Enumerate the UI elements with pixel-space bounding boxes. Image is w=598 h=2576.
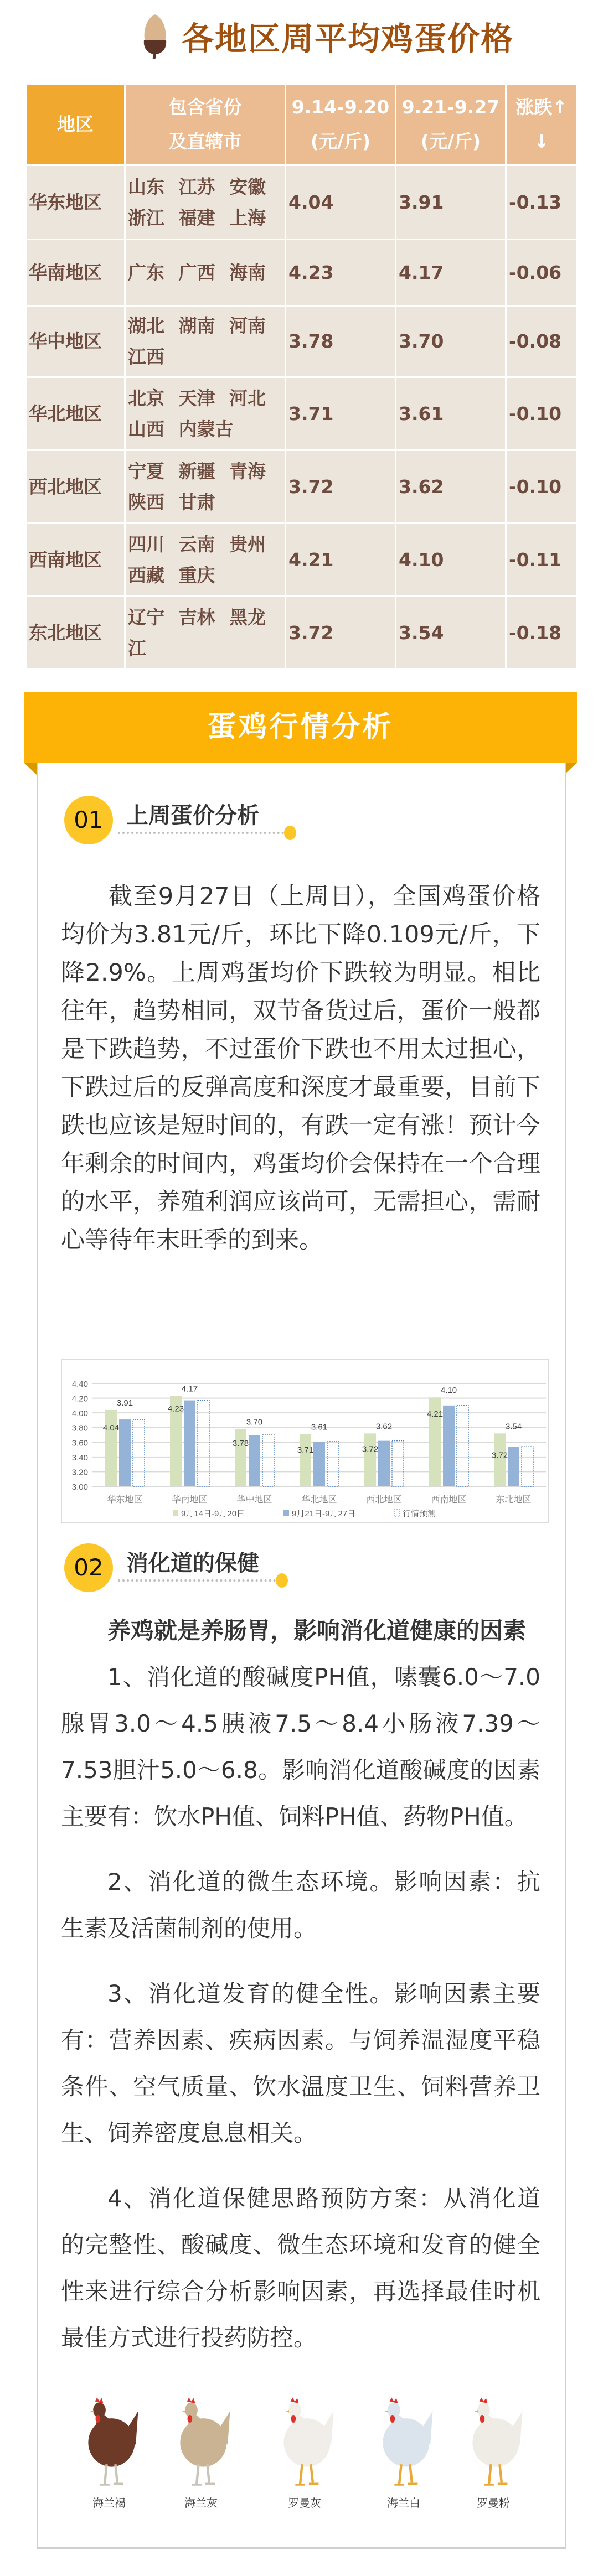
col-header-provinces [126, 85, 285, 164]
legend-label: 9月14日-9月20日 [181, 1509, 245, 1518]
section-heading-2 [64, 1543, 396, 1593]
y-tick-label: 4.00 [71, 1409, 88, 1419]
table-row [27, 166, 576, 239]
divider-dot [276, 1573, 288, 1588]
curr-price-cell: 3.61 [396, 378, 505, 449]
breed-item [263, 2392, 346, 2510]
change-cell: -0.18 [507, 597, 576, 668]
data-label: 3.91 [116, 1398, 133, 1408]
section-number-badge: 01 [64, 796, 113, 844]
breed-item [68, 2392, 151, 2510]
change-cell: -0.10 [507, 451, 576, 522]
table-row [27, 524, 576, 595]
change-cell: -0.08 [507, 307, 576, 376]
data-label: 3.54 [505, 1422, 522, 1432]
y-tick-label: 3.40 [71, 1453, 88, 1463]
header-line: 9.21-9.27 [401, 96, 500, 118]
col-header-prev-week [286, 85, 395, 164]
x-category-label: 华南地区 [172, 1495, 208, 1505]
paragraph: 2、消化道的微生态环境。影响因素：抗生素及活菌制剂的使用。 [61, 1868, 540, 1942]
table-row [27, 307, 576, 376]
chicken-illustration [164, 2392, 238, 2489]
header-line: (元/斤) [420, 131, 481, 152]
data-label: 3.72 [362, 1444, 379, 1454]
bar-prev [362, 1433, 379, 1486]
chart-svg [62, 1360, 548, 1522]
chicken-illustration [73, 2392, 146, 2489]
legend-swatch [394, 1510, 400, 1516]
y-tick-label: 3.00 [71, 1483, 88, 1492]
table-row [27, 451, 576, 522]
price-table [25, 83, 578, 670]
header-line: 涨跌↑ [515, 96, 568, 118]
breed-name: 罗曼粉 [477, 2496, 510, 2510]
header-line: 及直辖市 [168, 131, 242, 152]
header-line: 包含省份 [168, 96, 242, 118]
dotted-divider [118, 1579, 276, 1582]
chicken-illustration [367, 2392, 440, 2489]
header-line: ↓ [534, 131, 549, 152]
bar-curr [378, 1441, 390, 1486]
curr-price-cell: 4.17 [396, 240, 505, 305]
paragraph: 截至9月27日（上周日），全国鸡蛋价格均价为3.81元/斤，环比下降0.109元/斤，下降2.9%。上周鸡蛋均价下跌较为明显。相比往年，趋势相同，双节备货过后，蛋价一般都是下跌趋势，不过蛋价下跌也不用太过担心，下跌过后的反弹高度和深度才最重要，目前下跌也应该是短时间的，有跌一定有涨！预计今年剩余的时间内，鸡蛋均价会保持在一个合理的水平，养殖利润应该尚可，无需担心，需耐心等待年末旺季的到来。 [61, 883, 540, 1254]
data-label: 4.21 [426, 1409, 444, 1419]
data-label: 3.71 [297, 1445, 314, 1455]
breed-name: 罗曼灰 [288, 2496, 321, 2510]
curr-price-cell: 3.70 [396, 307, 505, 376]
change-cell: -0.13 [507, 166, 576, 239]
data-label: 4.04 [102, 1423, 120, 1433]
bar-curr [313, 1442, 325, 1486]
table-row [27, 240, 576, 305]
provinces-cell: 宁夏 新疆 青海 陕西 甘肃 [126, 451, 285, 522]
provinces-cell: 山东 江苏 安徽 浙江 福建 上海 [126, 166, 285, 239]
bar-forecast [327, 1442, 339, 1486]
curr-price-cell: 4.10 [396, 524, 505, 595]
region-cell: 华中地区 [27, 307, 124, 376]
section-heading-1 [64, 796, 396, 846]
provinces-cell: 广东 广西 海南 [126, 240, 285, 305]
chicken-illustration [457, 2392, 530, 2489]
prev-price-cell: 4.21 [286, 524, 395, 595]
breed-name: 海兰褐 [92, 2496, 126, 2510]
y-tick-label: 3.20 [71, 1468, 88, 1478]
bar-curr [119, 1419, 131, 1486]
col-header-region: 地区 [27, 85, 124, 164]
provinces-cell: 湖北 湖南 河南 江西 [126, 307, 285, 376]
col-header-change [507, 85, 576, 164]
bar-prev [235, 1429, 246, 1486]
price-chart [61, 1359, 549, 1523]
change-cell: -0.06 [507, 240, 576, 305]
section-title: 上周蛋价分析 [126, 803, 259, 828]
x-category-label: 东北地区 [496, 1495, 532, 1505]
bar-forecast [522, 1447, 533, 1486]
acorn-icon [138, 13, 172, 59]
x-category-label: 西北地区 [366, 1495, 402, 1505]
page-title-bar [138, 11, 526, 61]
x-category-label: 华东地区 [107, 1495, 143, 1505]
data-label: 3.62 [375, 1422, 393, 1432]
y-tick-label: 4.40 [71, 1380, 88, 1389]
curr-price-cell: 3.62 [396, 451, 505, 522]
provinces-cell: 北京 天津 河北 山西 内蒙古 [126, 378, 285, 449]
legend-label: 行情预测 [403, 1509, 436, 1518]
chicken-illustration [268, 2392, 341, 2489]
data-label: 3.72 [491, 1450, 508, 1460]
page-title: 各地区周平均鸡蛋价格 [182, 20, 514, 58]
bar-curr [184, 1401, 195, 1486]
breed-item [159, 2392, 243, 2510]
region-cell: 西南地区 [27, 524, 124, 595]
change-cell: -0.11 [507, 524, 576, 595]
lead-paragraph: 养鸡就是养肠胃，影响消化道健康的因素 [107, 1617, 527, 1644]
section-banner: 蛋鸡行情分析 [24, 692, 577, 763]
dotted-divider [118, 832, 284, 834]
curr-price-cell: 3.54 [396, 597, 505, 668]
bar-forecast [392, 1441, 404, 1486]
table-row [27, 378, 576, 449]
legend-swatch [173, 1510, 178, 1516]
y-tick-label: 4.20 [71, 1394, 88, 1404]
data-label: 4.10 [440, 1386, 457, 1396]
bar-curr [443, 1406, 455, 1486]
divider-dot [284, 826, 296, 840]
bar-forecast [457, 1406, 468, 1486]
prev-price-cell: 4.23 [286, 240, 395, 305]
prev-price-cell: 3.72 [286, 451, 395, 522]
legend-swatch [283, 1510, 289, 1516]
prev-price-cell: 3.78 [286, 307, 395, 376]
data-label: 3.78 [232, 1439, 249, 1448]
bar-curr [249, 1435, 260, 1486]
region-cell: 华东地区 [27, 166, 124, 239]
section-number-badge: 02 [64, 1543, 113, 1592]
data-label: 3.61 [311, 1422, 328, 1432]
bar-curr [508, 1447, 519, 1486]
breed-item [452, 2392, 535, 2510]
breed-name: 海兰灰 [184, 2496, 218, 2510]
provinces-cell: 辽宁 吉林 黑龙江 [126, 597, 285, 668]
digestive-health-text [61, 1608, 540, 2361]
market-analysis-text [61, 878, 540, 1260]
y-tick-label: 3.80 [71, 1423, 88, 1433]
data-label: 4.23 [167, 1404, 184, 1414]
prev-price-cell: 4.04 [286, 166, 395, 239]
change-cell: -0.10 [507, 378, 576, 449]
table-header-row [27, 85, 576, 164]
bar-prev [102, 1410, 120, 1486]
bar-prev [300, 1434, 311, 1486]
paragraph: 3、消化道发育的健全性。影响因素主要有：营养因素、疾病因素。与饲养温湿度平稳条件、空气质量、饮水温度卫生、饲料营养卫生、饲养密度息息相关。 [61, 1980, 540, 2147]
region-cell: 华北地区 [27, 378, 124, 449]
provinces-cell: 四川 云南 贵州 西藏 重庆 [126, 524, 285, 595]
data-label: 3.70 [246, 1417, 263, 1427]
region-cell: 西北地区 [27, 451, 124, 522]
header-line: 9.14-9.20 [291, 96, 390, 118]
legend-label: 9月21日-9月27日 [292, 1509, 356, 1518]
region-cell: 东北地区 [27, 597, 124, 668]
x-category-label: 华中地区 [236, 1495, 272, 1505]
x-category-label: 华北地区 [301, 1495, 337, 1505]
y-tick-label: 3.60 [71, 1438, 88, 1448]
prev-price-cell: 3.71 [286, 378, 395, 449]
prev-price-cell: 3.72 [286, 597, 395, 668]
region-cell: 华南地区 [27, 240, 124, 305]
section-title: 消化道的保健 [126, 1551, 259, 1576]
x-category-label: 西南地区 [431, 1495, 467, 1505]
table-row [27, 597, 576, 668]
banner-fold-left [24, 763, 37, 775]
breed-item [362, 2392, 445, 2510]
header-line: (元/斤) [310, 131, 371, 152]
breed-name: 海兰白 [387, 2496, 420, 2510]
col-header-curr-week [396, 85, 505, 164]
data-label: 4.17 [181, 1384, 198, 1394]
curr-price-cell: 3.91 [396, 166, 505, 239]
bar-forecast [133, 1419, 145, 1486]
paragraph: 1、消化道的酸碱度PH值，嗉囊6.0～7.0腺胃3.0～4.5胰液7.5～8.4小肠液7.39～7.53胆汁5.0～6.8。影响消化道酸碱度的因素主要有：饮水PH值、饲料PH值、药物PH值。 [61, 1663, 540, 1830]
paragraph: 4、消化道保健思路预防方案：从消化道的完整性、酸碱度、微生态环境和发育的健全性来进行综合分析影响因素，再选择最佳时机最佳方式进行投药防控。 [61, 2185, 540, 2351]
